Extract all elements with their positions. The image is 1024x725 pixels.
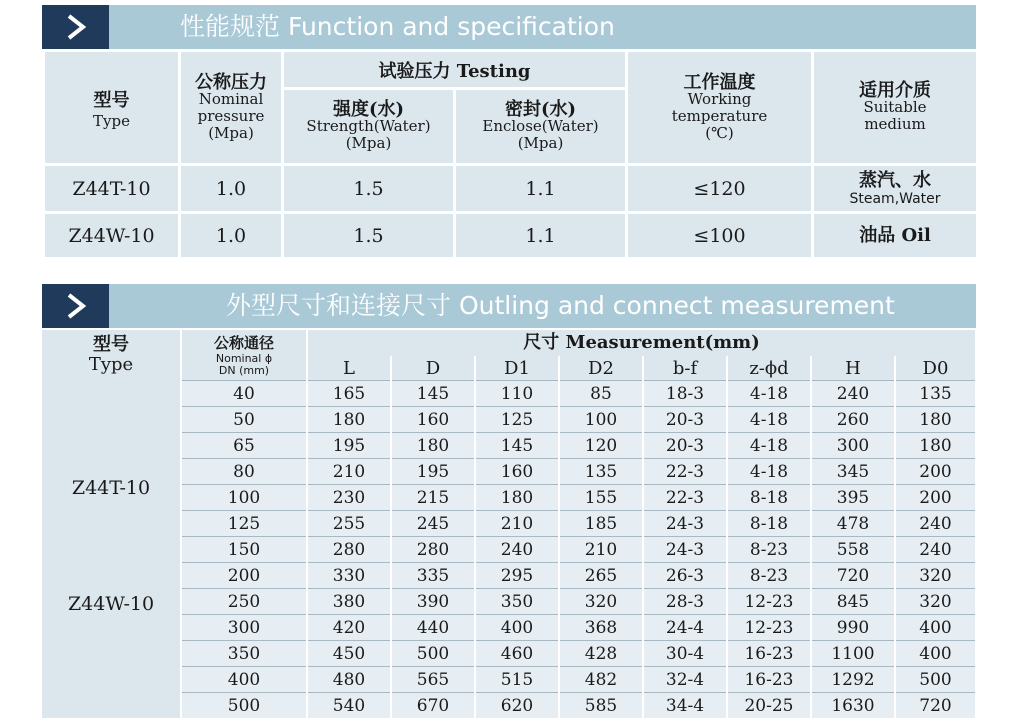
dn-cell: 350 [181,641,307,667]
table-row [42,641,976,667]
type-header: 型号 Type [44,51,180,165]
measurement-cell: 558 [811,537,895,563]
table-row [42,667,976,693]
measurement-cell: 135 [559,459,643,485]
table-row [42,537,976,563]
temperature-header: 工作温度 Working temperature (℃) [627,51,813,165]
dn-cell: 100 [181,485,307,511]
spec-banner [42,5,976,49]
enclose-header: 密封(水) Enclose(Water) (Mpa) [455,89,627,165]
measurement-cell: 720 [811,563,895,589]
measurement-cell: 320 [895,589,976,615]
spec-table [42,49,979,260]
chevron-right-icon [42,5,109,49]
column-header: z-ϕd [727,356,811,381]
spec-row [44,213,978,259]
measurement-cell: 155 [559,485,643,511]
measurement-cell: 110 [475,381,559,407]
temperature-cell: ≤100 [627,213,813,259]
enclose-cell: 1.1 [455,213,627,259]
column-header: D2 [559,356,643,381]
measurement-cell: 240 [895,537,976,563]
measurement-cell: 24-3 [643,537,727,563]
type-cell: Z44W-10 [44,213,180,259]
table-row [42,589,976,615]
measurement-cell: 620 [475,693,559,719]
measurement-cell: 390 [391,589,475,615]
measurement-cell: 145 [391,381,475,407]
measurement-cell: 20-3 [643,407,727,433]
measurement-cell: 18-3 [643,381,727,407]
dn-cell: 65 [181,433,307,459]
measurement-cell: 720 [895,693,976,719]
measurement-cell: 428 [559,641,643,667]
measurement-cell: 32-4 [643,667,727,693]
measurement-cell: 4-18 [727,459,811,485]
measurement-cell: 20-3 [643,433,727,459]
strength-header: 强度(水) Strength(Water) (Mpa) [283,89,455,165]
measurement-cell: 26-3 [643,563,727,589]
measurement-cell: 450 [307,641,391,667]
table-row [42,511,976,537]
measurement-cell: 185 [559,511,643,537]
measurement-cell: 180 [895,433,976,459]
measurement-cell: 160 [391,407,475,433]
spec-title: 性能规范 Function and specification [180,12,615,41]
strength-cell: 1.5 [283,165,455,213]
measurement-cell: 200 [895,459,976,485]
measurement-cell: 125 [475,407,559,433]
type-cell [42,381,181,719]
measurement-cell: 300 [811,433,895,459]
measurement-cell: 195 [391,459,475,485]
dn-header: 公称通径 Nominal ϕ DN (mm) [181,330,307,381]
enclose-cell: 1.1 [455,165,627,213]
measurement-cell: 24-3 [643,511,727,537]
table-row [42,693,976,719]
measurement-cell: 16-23 [727,641,811,667]
medium-cell: 蒸汽、水 Steam,Water [813,165,978,213]
measurement-cell: 478 [811,511,895,537]
measurement-cell: 380 [307,589,391,615]
measurement-cell: 16-23 [727,667,811,693]
table-row [42,433,976,459]
measurement-cell: 240 [811,381,895,407]
dn-cell: 80 [181,459,307,485]
measurement-cell: 34-4 [643,693,727,719]
measurement-cell: 180 [475,485,559,511]
measurement-cell: 165 [307,381,391,407]
column-header: D1 [475,356,559,381]
dn-cell: 40 [181,381,307,407]
measurement-cell: 400 [895,615,976,641]
measurement-cell: 180 [391,433,475,459]
measurement-cell: 12-23 [727,615,811,641]
dn-cell: 150 [181,537,307,563]
table-row [42,485,976,511]
dn-cell: 125 [181,511,307,537]
measurement-cell: 540 [307,693,391,719]
measurement-cell: 24-4 [643,615,727,641]
measurement-cell: 135 [895,381,976,407]
medium-cell: 油品 Oil [813,213,978,259]
table-row [42,381,976,407]
table-row [42,563,976,589]
testing-header: 试验压力 Testing [283,51,627,89]
measurement-cell: 210 [307,459,391,485]
measurement-cell: 85 [559,381,643,407]
measurement-cell: 195 [307,433,391,459]
column-header: L [307,356,391,381]
measurement-cell: 345 [811,459,895,485]
measurement-cell: 320 [559,589,643,615]
column-header: D [391,356,475,381]
measurement-cell: 210 [559,537,643,563]
measurement-cell: 845 [811,589,895,615]
column-header: D0 [895,356,976,381]
measurement-cell: 4-18 [727,381,811,407]
measurement-cell: 145 [475,433,559,459]
dn-cell: 400 [181,667,307,693]
measurement-cell: 295 [475,563,559,589]
measurement-cell: 230 [307,485,391,511]
column-header: H [811,356,895,381]
measurement-cell: 215 [391,485,475,511]
measurement-cell: 400 [475,615,559,641]
measurement-cell: 20-25 [727,693,811,719]
measurement-cell: 1630 [811,693,895,719]
measurement-cell: 500 [895,667,976,693]
measurement-cell: 120 [559,433,643,459]
measurement-cell: 22-3 [643,459,727,485]
measurement-cell: 28-3 [643,589,727,615]
measurement-cell: 400 [895,641,976,667]
measurement-cell: 180 [895,407,976,433]
type-cell: Z44T-10 [44,165,180,213]
measurement-cell: 368 [559,615,643,641]
measurement-cell: 160 [475,459,559,485]
column-header: b-f [643,356,727,381]
measurement-cell: 260 [811,407,895,433]
nominal-pressure-header: 公称压力 Nominal pressure (Mpa) [180,51,283,165]
measurement-header: 尺寸 Measurement(mm) [307,330,976,356]
measurement-cell: 482 [559,667,643,693]
measurement-cell: 460 [475,641,559,667]
measurement-cell: 330 [307,563,391,589]
measurement-cell: 1292 [811,667,895,693]
measurement-cell: 440 [391,615,475,641]
dn-cell: 50 [181,407,307,433]
measurement-table [42,330,977,718]
measurement-banner [42,284,976,328]
measurement-cell: 670 [391,693,475,719]
measurement-cell: 395 [811,485,895,511]
temperature-cell: ≤120 [627,165,813,213]
measurement-cell: 200 [895,485,976,511]
measurement-cell: 8-18 [727,485,811,511]
spec-row [44,165,978,213]
dn-cell: 250 [181,589,307,615]
measurement-cell: 8-23 [727,537,811,563]
measurement-cell: 240 [895,511,976,537]
table-row [42,407,976,433]
measurement-cell: 565 [391,667,475,693]
measurement-cell: 245 [391,511,475,537]
measurement-cell: 255 [307,511,391,537]
measurement-cell: 22-3 [643,485,727,511]
nominal-cell: 1.0 [180,165,283,213]
measurement-cell: 4-18 [727,433,811,459]
dn-cell: 200 [181,563,307,589]
measurement-cell: 180 [307,407,391,433]
measurement-cell: 1100 [811,641,895,667]
table-row [42,459,976,485]
dn-cell: 500 [181,693,307,719]
type-label: Z44W-10 [67,592,155,615]
dn-cell: 300 [181,615,307,641]
measurement-cell: 8-23 [727,563,811,589]
measurement-cell: 280 [307,537,391,563]
strength-cell: 1.5 [283,213,455,259]
measurement-cell: 280 [391,537,475,563]
measurement-cell: 500 [391,641,475,667]
measurement-cell: 240 [475,537,559,563]
measurement-cell: 990 [811,615,895,641]
measurement-cell: 585 [559,693,643,719]
type-header: 型号 Type [42,330,181,381]
measurement-cell: 210 [475,511,559,537]
chevron-right-icon [42,284,109,328]
measurement-cell: 320 [895,563,976,589]
measurement-cell: 515 [475,667,559,693]
measurement-cell: 480 [307,667,391,693]
medium-header: 适用介质 Suitable medium [813,51,978,165]
measurement-title: 外型尺寸和连接尺寸 Outling and connect measurement [226,291,895,320]
measurement-cell: 100 [559,407,643,433]
measurement-cell: 12-23 [727,589,811,615]
measurement-cell: 265 [559,563,643,589]
measurement-cell: 8-18 [727,511,811,537]
measurement-cell: 30-4 [643,641,727,667]
nominal-cell: 1.0 [180,213,283,259]
measurement-cell: 335 [391,563,475,589]
type-label: Z44T-10 [71,476,151,499]
measurement-cell: 350 [475,589,559,615]
measurement-cell: 420 [307,615,391,641]
measurement-cell: 4-18 [727,407,811,433]
table-row [42,615,976,641]
